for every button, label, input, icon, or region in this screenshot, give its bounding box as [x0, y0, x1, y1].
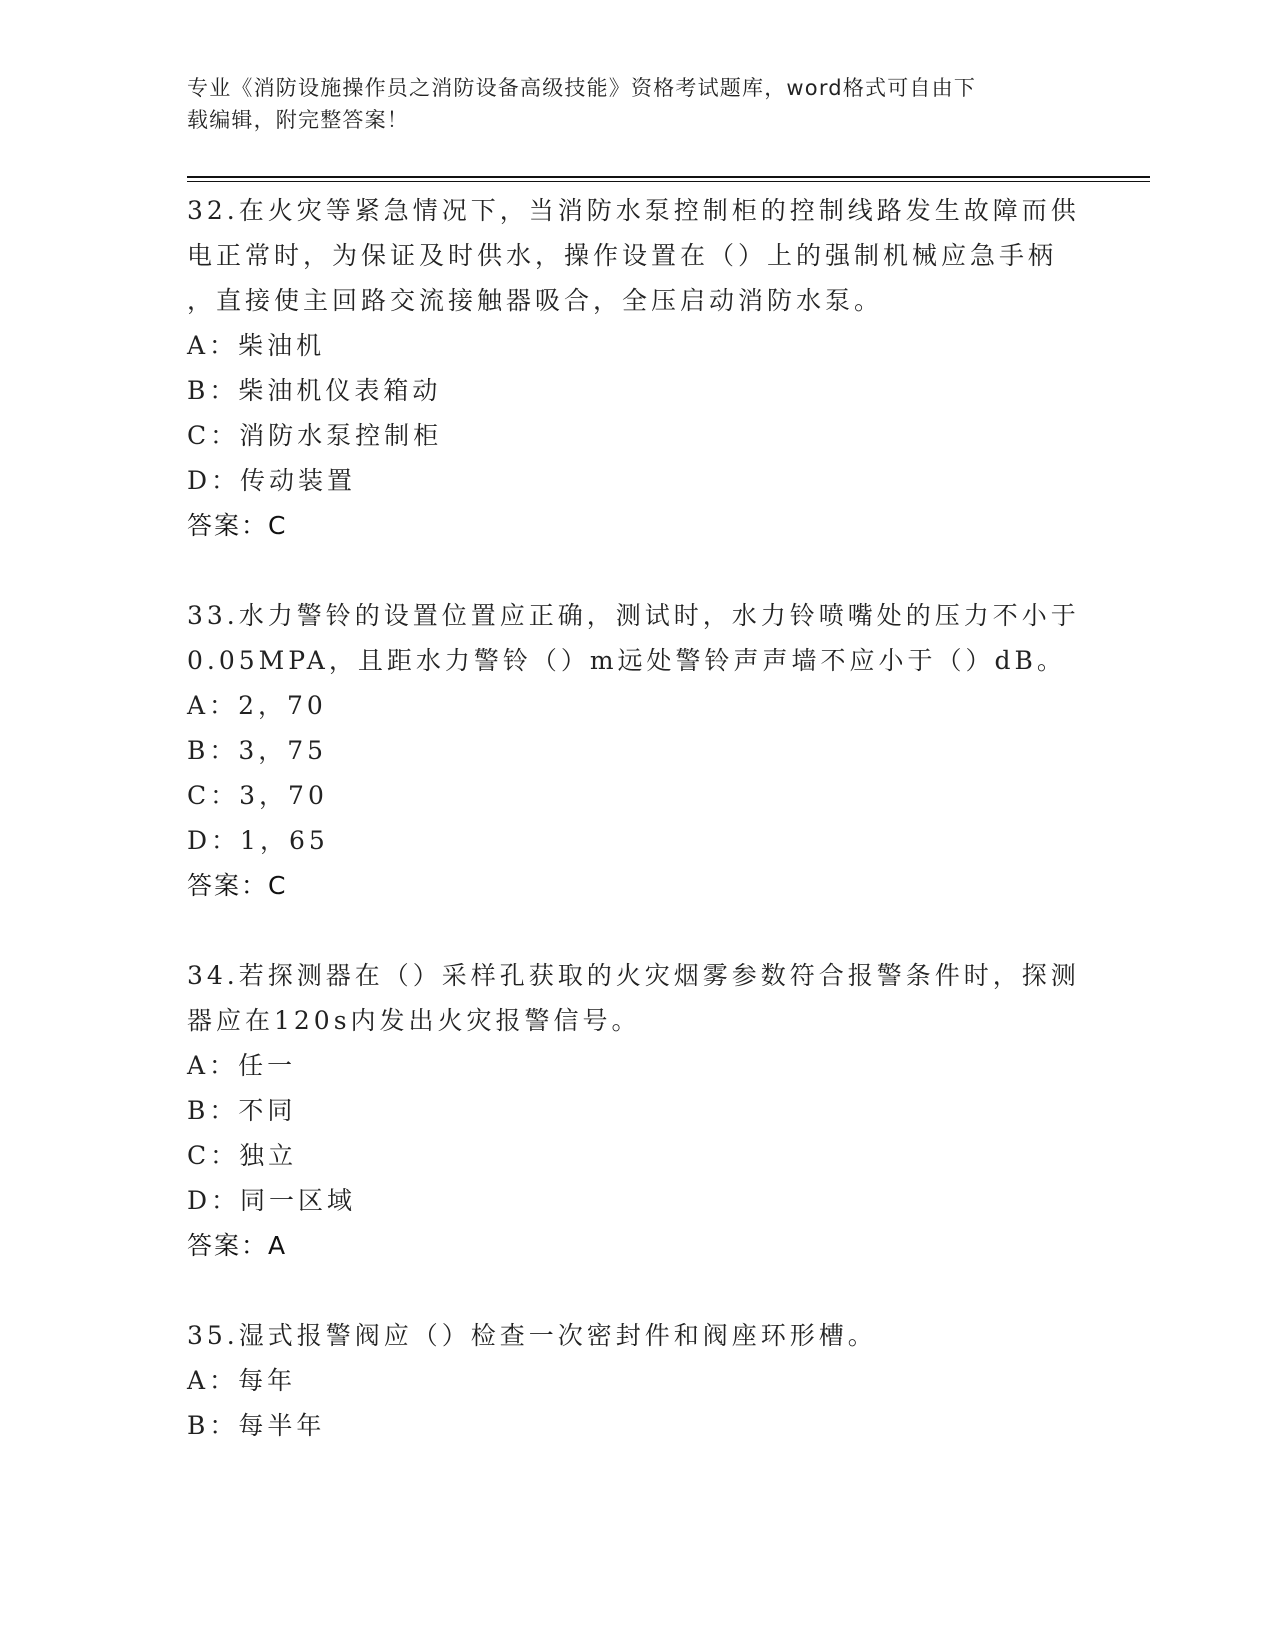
option-key: A： [187, 1366, 239, 1395]
question-stem-line: 器应在120s内发出火灾报警信号。 [187, 1006, 641, 1035]
option-text: 每半年 [238, 1411, 326, 1440]
answer-line: 答案：C [187, 511, 288, 540]
header-line-1: 专业《消防设施操作员之消防设备高级技能》资格考试题库，word格式可自由下 [187, 76, 977, 100]
option-key: A： [187, 1051, 239, 1080]
option-key: D： [187, 466, 241, 495]
option-key: B： [187, 1096, 239, 1125]
header-line-2: 载编辑，附完整答案！ [187, 108, 409, 132]
question-stem-line: ，直接使主回路交流接触器吸合，全压启动消防水泵。 [187, 286, 884, 315]
option-key: C： [187, 781, 240, 810]
option-b [187, 1088, 1087, 1133]
question-stem-line: 34.若探测器在（）采样孔获取的火灾烟雾参数符合报警条件时，探测 [187, 961, 1080, 990]
option-text: 同一区域 [240, 1186, 357, 1215]
option-key: C： [187, 421, 240, 450]
option-b [187, 728, 1087, 773]
option-text: 2，70 [238, 691, 327, 720]
document-header [187, 72, 1067, 136]
option-text: 独立 [239, 1141, 298, 1170]
option-key: A： [187, 331, 239, 360]
option-text: 柴油机 [238, 331, 326, 360]
question-stem-line: 33.水力警铃的设置位置应正确，测试时，水力铃喷嘴处的压力不小于 [187, 601, 1080, 630]
option-b [187, 1403, 1087, 1448]
option-text: 不同 [238, 1096, 297, 1125]
question-stem-line: 电正常时，为保证及时供水，操作设置在（）上的强制机械应急手柄 [187, 241, 1058, 270]
option-key: B： [187, 376, 239, 405]
option-key: C： [187, 1141, 240, 1170]
header-divider-thin [187, 181, 1150, 182]
option-text: 柴油机仪表箱动 [238, 376, 442, 405]
option-d [187, 458, 1087, 503]
option-a [187, 323, 1087, 368]
option-a [187, 1358, 1087, 1403]
question-33 [187, 593, 1087, 908]
question-32 [187, 188, 1087, 548]
option-text: 3，70 [239, 781, 328, 810]
option-text: 任一 [238, 1051, 297, 1080]
option-c [187, 773, 1087, 818]
option-a [187, 1043, 1087, 1088]
question-stem-line: 32.在火灾等紧急情况下，当消防水泵控制柜的控制线路发生故障而供 [187, 196, 1080, 225]
question-stem-line: 0.05MPA，且距水力警铃（）m远处警铃声声墙不应小于（）dB。 [187, 646, 1066, 675]
option-text: 3，75 [238, 736, 328, 765]
option-a [187, 683, 1087, 728]
option-c [187, 1133, 1087, 1178]
option-text: 每年 [238, 1366, 297, 1395]
option-c [187, 413, 1087, 458]
answer-line: 答案：A [187, 1231, 288, 1260]
option-b [187, 368, 1087, 413]
option-text: 消防水泵控制柜 [239, 421, 443, 450]
option-d [187, 1178, 1087, 1223]
option-text: 传动装置 [240, 466, 357, 495]
question-stem-line: 35.湿式报警阀应（）检查一次密封件和阀座环形槽。 [187, 1321, 877, 1350]
answer-line: 答案：C [187, 871, 288, 900]
option-key: A： [187, 691, 239, 720]
question-35 [187, 1313, 1087, 1448]
question-34 [187, 953, 1087, 1268]
option-key: B： [187, 736, 239, 765]
option-text: 1，65 [240, 826, 329, 855]
header-divider-thick [187, 176, 1150, 178]
option-key: D： [187, 1186, 241, 1215]
option-key: B： [187, 1411, 239, 1440]
question-list [187, 188, 1087, 1493]
option-key: D： [187, 826, 241, 855]
option-d [187, 818, 1087, 863]
